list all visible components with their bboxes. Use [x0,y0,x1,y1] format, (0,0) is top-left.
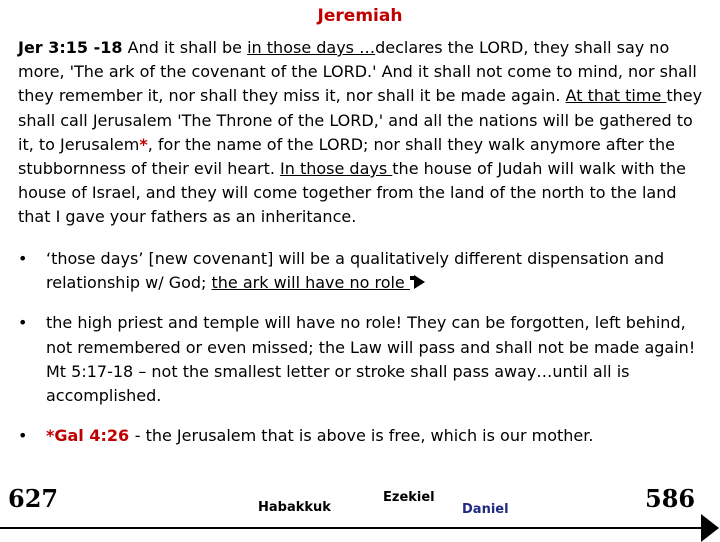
page-title: Jeremiah [317,6,403,26]
timeline-start-year: 627 [8,484,59,513]
bullet-text: - the Jerusalem that is above is free, which is our mother. [134,426,594,446]
bullet-list [18,247,706,464]
passage-star: * [139,134,148,154]
bullet-marker: • [18,426,28,446]
bullet-item-high-priest [18,311,706,408]
timeline-line [0,527,718,529]
bullet-item-galatians [18,424,706,448]
timeline-end-year: 586 [645,484,696,513]
passage-underline-1: in those days … [247,38,376,57]
bullet-text: ‘those days’ [new covenant] will be a qualitatively different dispensation and relationship w/ God; [46,249,665,293]
prophet-habakkuk: Habakkuk [258,500,331,515]
passage-underline-2: At that time [565,86,667,106]
bullet-text: the high priest and temple will have no role! They can be forgotten, left behind, not remembered or even missed; the Law will pass and shall not be made again! Mt 5:17-18 – not the smallest letter or stroke shall pass away…until all is accomplished. [46,313,696,406]
prophet-ezekiel: Ezekiel [383,490,435,505]
bullet-marker: • [18,249,28,268]
passage-underline-3: In those days [280,159,393,179]
bullet-reference: *Gal 4:26 [46,426,135,446]
passage-text-3: they shall call Jerusalem 'The Throne of the LORD,' and all the nations will be gathered to it, to Jerusalem [18,86,703,154]
scripture-passage [18,36,706,230]
bullet-underlined-text: the ark will have no role [211,273,410,293]
prophet-daniel: Daniel [462,502,509,517]
passage-reference: Jer 3:15 -18 [18,38,123,57]
passage-text-2: declares the LORD, they shall say no more, 'The ark of the covenant of the LORD.' And it shall not come to mind, nor shall they remember it, nor shall they miss it, nor shall it be made again. [18,38,697,106]
passage-text-5: the house of Judah will walk with the house of Israel, and they will come together from the land of the north to the land that I gave your fathers as an inheritance. [18,159,686,227]
bullet-marker: • [18,313,28,333]
timeline-arrowhead [701,514,719,542]
bullet-item-new-covenant [18,247,706,295]
passage-text-1: And it shall be [122,38,248,57]
right-arrow-icon [410,271,425,295]
passage-text-4: , for the name of the LORD; nor shall they walk anymore after the stubbornness of their evil heart. [18,134,675,179]
